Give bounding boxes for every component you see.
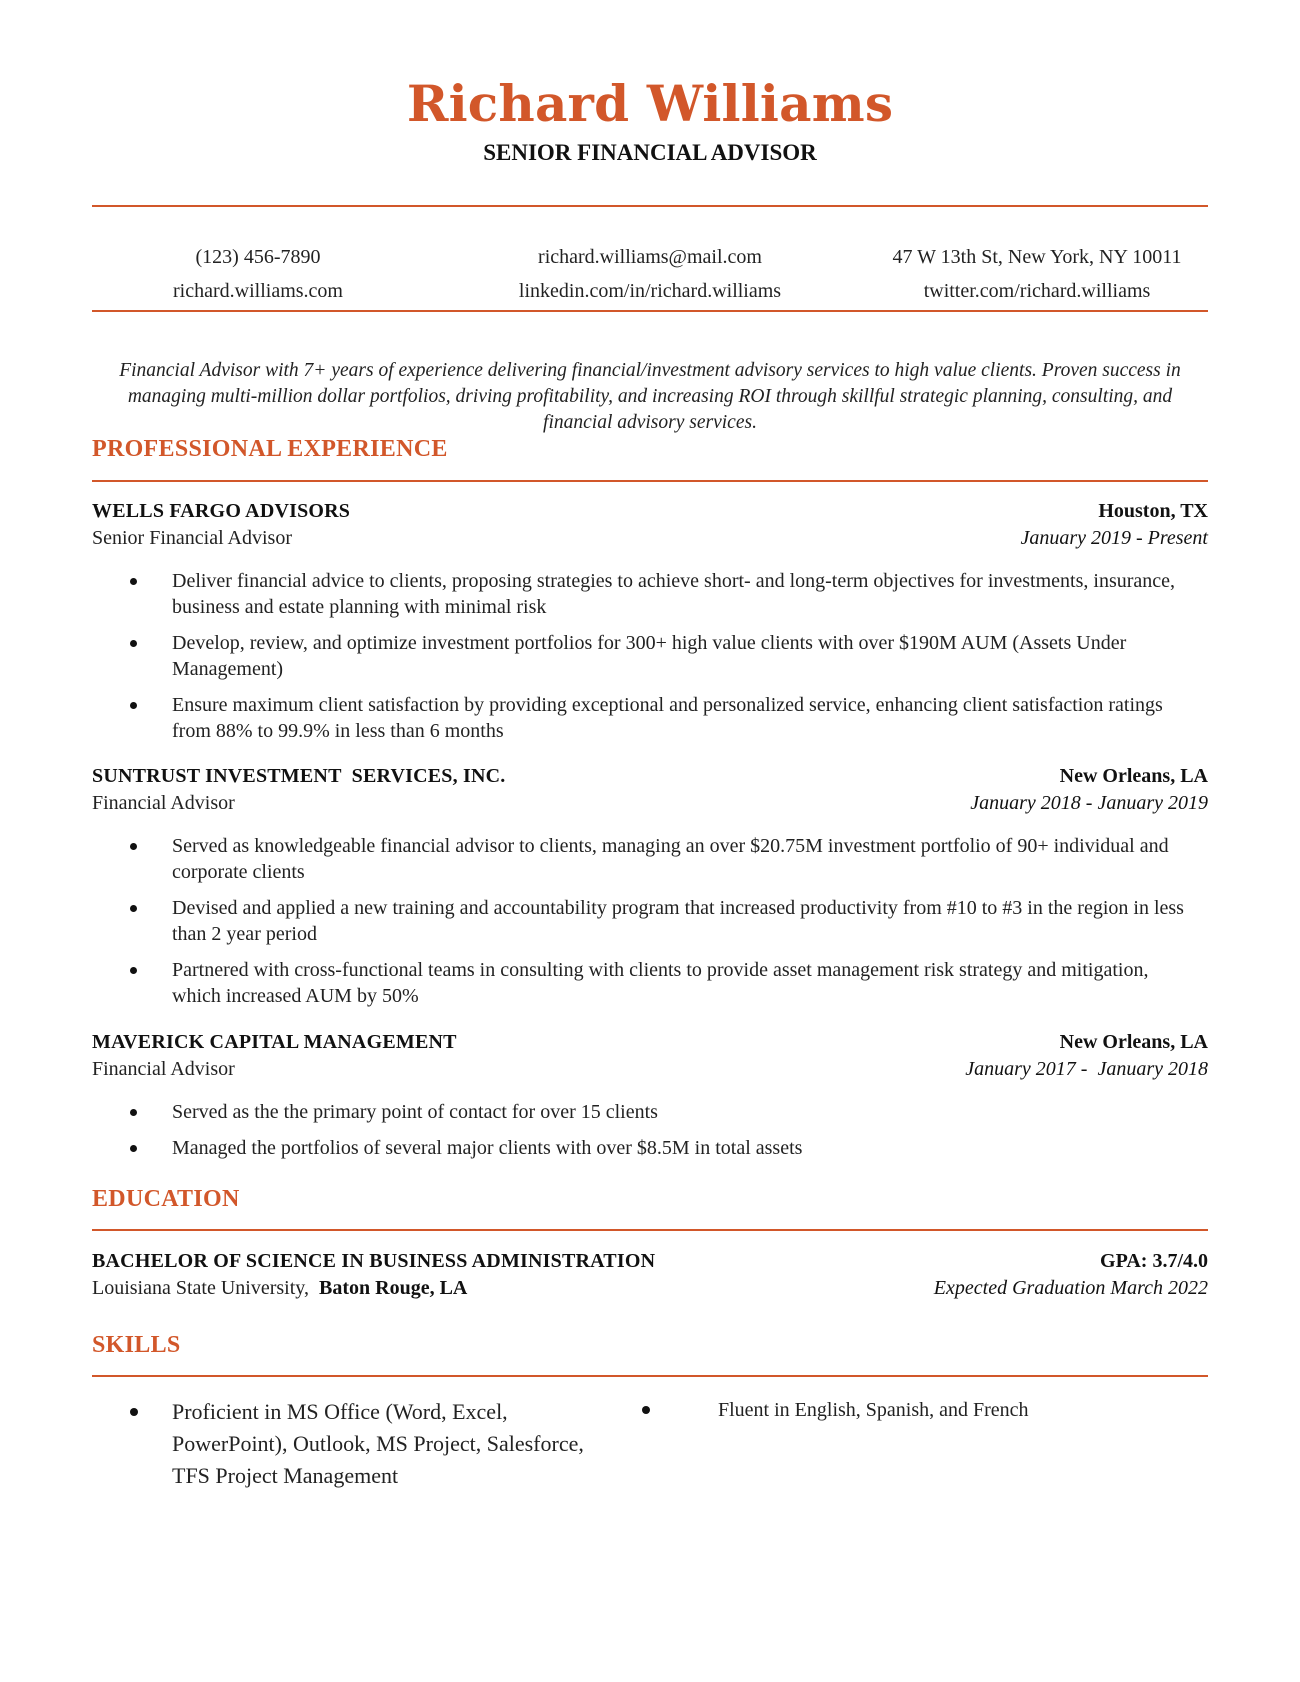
bullet-icon	[642, 1406, 650, 1414]
list-item: Deliver financial advice to clients, proposing strategies to achieve short- and long-term objectives for investments, insurance, business and estate planning with minimal risk	[92, 568, 1208, 620]
contact-website[interactable]: richard.williams.com	[173, 280, 343, 302]
job-location: New Orleans, LA	[1059, 765, 1208, 787]
job-role: Financial Advisor	[92, 1058, 235, 1080]
bullet-icon	[130, 1109, 137, 1116]
list-item: Proficient in MS Office (Word, Excel, PowerPoint), Outlook, MS Project, Salesforce, TFS Project Management	[92, 1396, 642, 1492]
job-location: New Orleans, LA	[1059, 1031, 1208, 1053]
contact-linkedin[interactable]: linkedin.com/in/richard.williams	[518, 280, 782, 302]
list-item: Partnered with cross-functional teams in consulting with clients to provide asset management risk strategy and mitigation, which increased AUM by 50%	[92, 957, 1208, 1009]
job-role: Financial Advisor	[92, 792, 235, 814]
job-bullets	[92, 1099, 1208, 1171]
gpa: GPA: 3.7/4.0	[1100, 1250, 1208, 1272]
job-bullets	[92, 833, 1208, 1019]
list-item: Develop, review, and optimize investment portfolios for 300+ high value clients with over $190M AUM (Assets Under Management)	[92, 630, 1208, 682]
job-bullets	[92, 568, 1208, 754]
section-title-education: EDUCATION	[92, 1186, 240, 1212]
job-company: WELLS FARGO ADVISORS	[92, 500, 351, 522]
education-divider	[92, 1229, 1208, 1231]
bullet-icon	[130, 640, 137, 647]
contact-twitter[interactable]: twitter.com/richard.williams	[923, 280, 1151, 302]
experience-divider	[92, 480, 1208, 482]
job-company: MAVERICK CAPITAL MANAGEMENT	[92, 1031, 457, 1053]
candidate-title: SENIOR FINANCIAL ADVISOR	[483, 140, 817, 165]
skills-list	[92, 1396, 1208, 1492]
job-company: SUNTRUST INVESTMENT SERVICES, INC.	[92, 765, 506, 787]
list-item: Managed the portfolios of several major clients with over $8.5M in total assets	[92, 1135, 1208, 1161]
school-city: Baton Rouge, LA	[319, 1277, 468, 1299]
professional-summary: Financial Advisor with 7+ years of experience delivering financial/investment advisory services to high value clients. Proven success in managing multi-million dollar portfolios, driving profitability, and increasing ROI through skillful strategic planning, consulting, and financial advisory services.	[119, 360, 1181, 433]
contact-info	[92, 244, 1208, 304]
bullet-icon	[130, 967, 137, 974]
job-dates: January 2019 - Present	[1020, 527, 1208, 549]
job-dates: January 2017 - January 2018	[965, 1058, 1208, 1080]
contact-email[interactable]: richard.williams@mail.com	[538, 246, 762, 268]
degree-name: BACHELOR OF SCIENCE IN BUSINESS ADMINISTRATION	[92, 1250, 656, 1272]
resume-page	[92, 0, 1208, 1682]
header-divider-top	[92, 205, 1208, 207]
skills-divider	[92, 1375, 1208, 1377]
list-item: Fluent in English, Spanish, and French	[642, 1396, 1202, 1492]
list-item: Served as the the primary point of contact for over 15 clients	[92, 1099, 1208, 1125]
contact-phone: (123) 456-7890	[195, 246, 321, 268]
education-entry	[92, 1250, 1208, 1300]
bullet-icon	[130, 578, 137, 585]
list-item: Served as knowledgeable financial advisor to clients, managing an over $20.75M investment portfolio of 90+ individual and corporate clients	[92, 833, 1208, 885]
list-item: Devised and applied a new training and accountability program that increased productivity from #10 to #3 in the region in less than 2 year period	[92, 895, 1208, 947]
school-name: Louisiana State University, Baton Rouge, LA	[92, 1277, 468, 1299]
graduation-date: Expected Graduation March 2022	[933, 1277, 1208, 1299]
job-header	[92, 500, 1208, 550]
contact-address: 47 W 13th St, New York, NY 10011	[892, 246, 1182, 268]
job-dates: January 2018 - January 2019	[970, 792, 1208, 814]
job-location: Houston, TX	[1098, 500, 1208, 522]
job-header	[92, 765, 1208, 815]
header-divider-bottom	[92, 310, 1208, 312]
bullet-icon	[130, 1408, 138, 1416]
job-role: Senior Financial Advisor	[92, 527, 292, 549]
list-item: Ensure maximum client satisfaction by providing exceptional and personalized service, enhancing client satisfaction ratings from 88% to 99.9% in less than 6 months	[92, 692, 1208, 744]
section-title-experience: PROFESSIONAL EXPERIENCE	[92, 436, 448, 462]
candidate-name: Richard Williams	[406, 74, 894, 133]
job-header	[92, 1031, 1208, 1081]
section-title-skills: SKILLS	[92, 1332, 181, 1358]
bullet-icon	[130, 905, 137, 912]
bullet-icon	[130, 702, 137, 709]
bullet-icon	[130, 843, 137, 850]
bullet-icon	[130, 1145, 137, 1152]
